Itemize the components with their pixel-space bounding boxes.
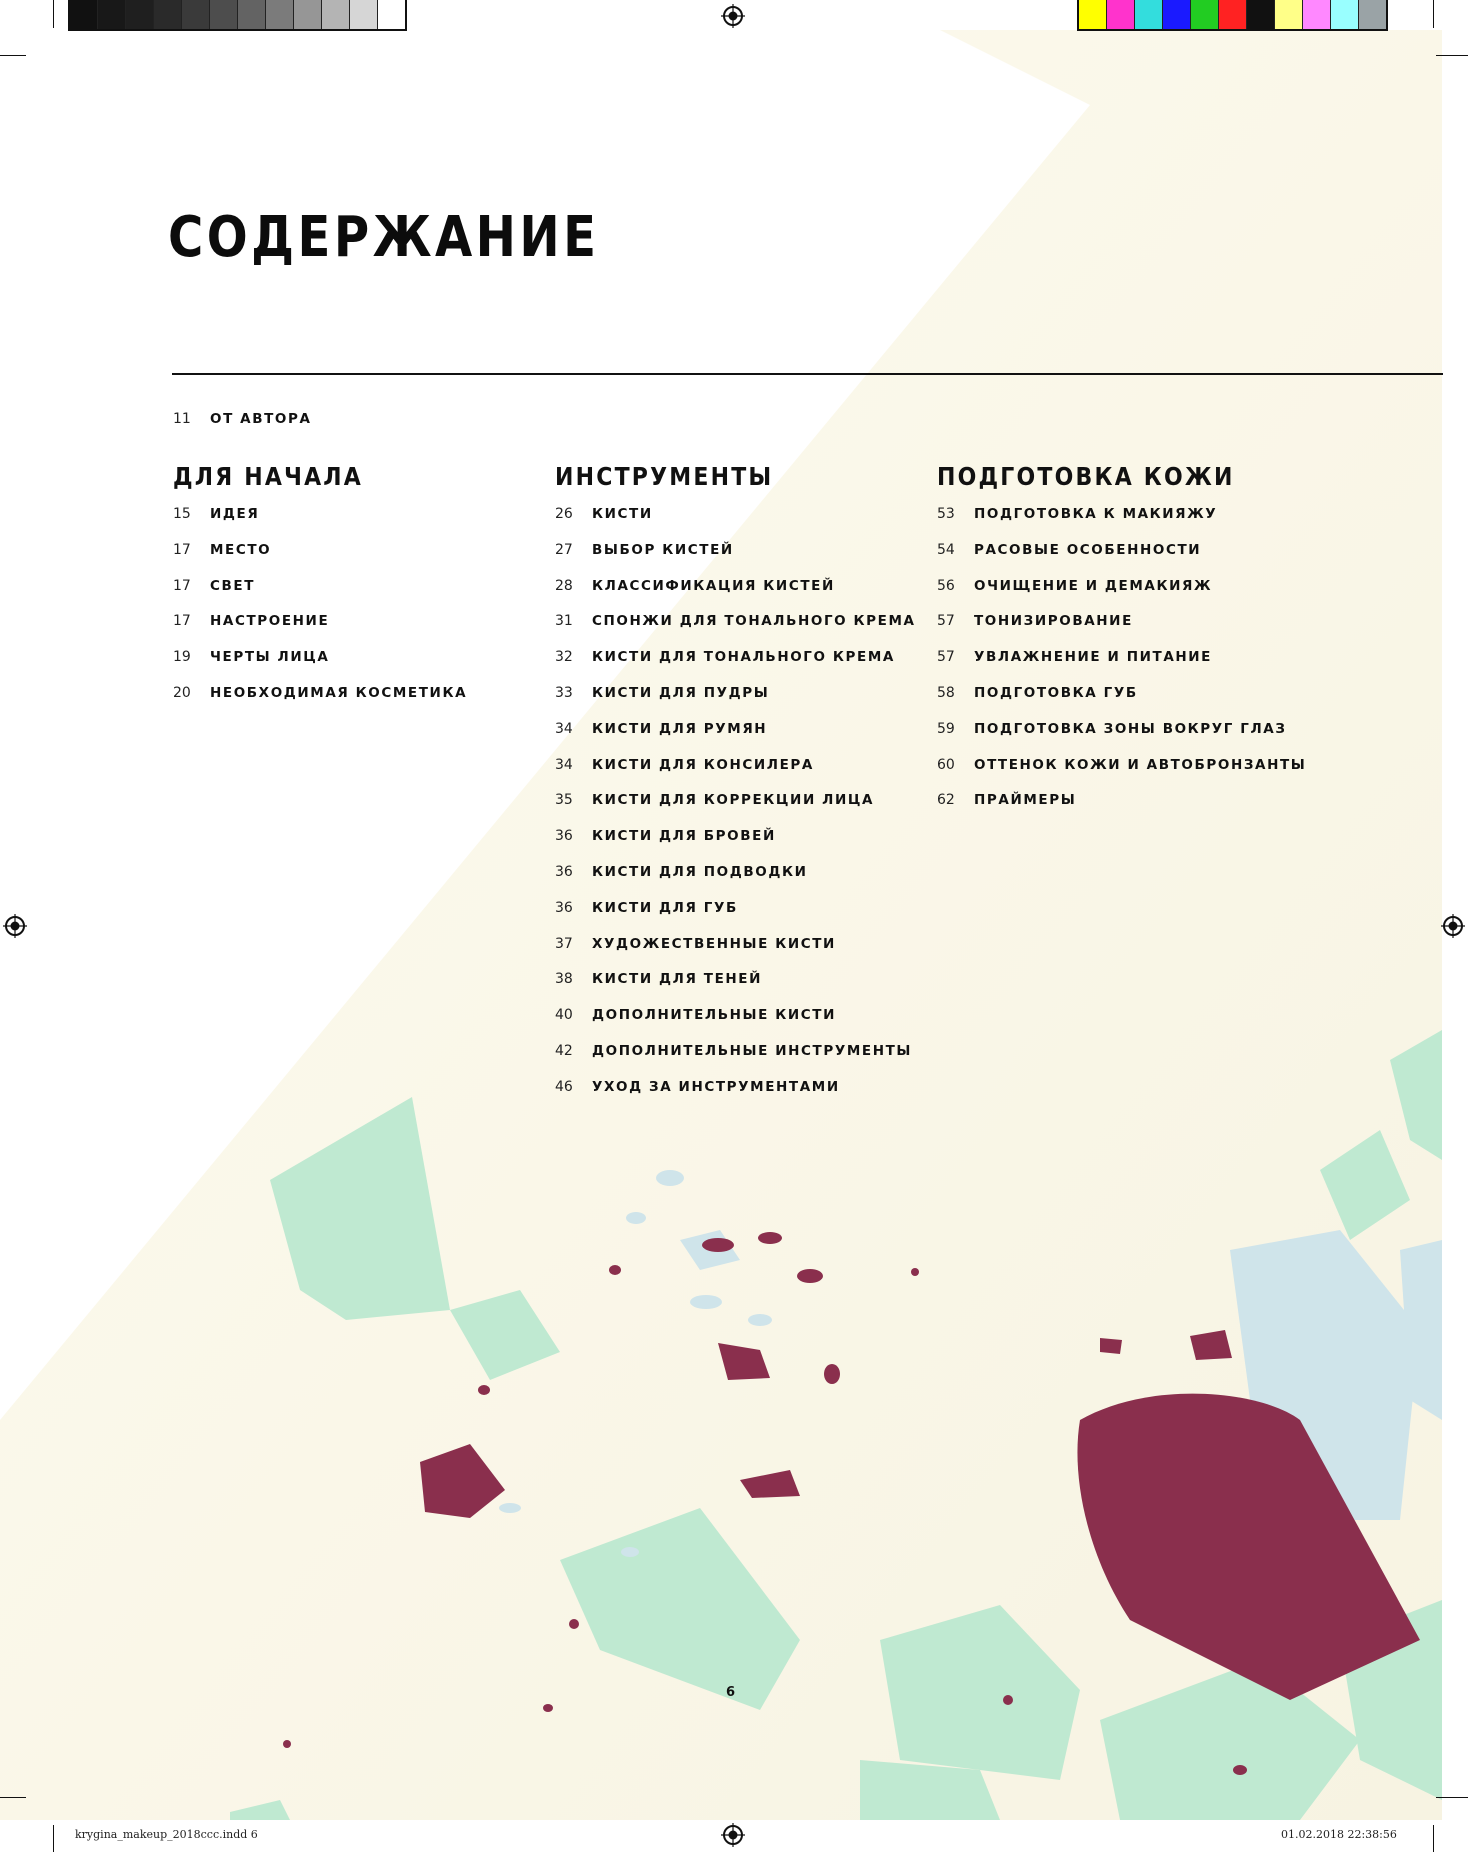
toc-page-number: 31 (555, 613, 573, 630)
gray-swatch (322, 0, 350, 29)
crop-mark (53, 0, 54, 28)
toc-entry-label: ОТ АВТОРА (210, 411, 312, 427)
registration-mark-icon (3, 914, 27, 938)
gray-swatch (70, 0, 98, 29)
toc-page-number: 26 (555, 506, 573, 522)
toc-entry[interactable] (555, 757, 916, 793)
toc-entry[interactable] (555, 900, 916, 936)
toc-entry[interactable] (555, 578, 916, 614)
toc-entry-label: ХУДОЖЕСТВЕННЫЕ КИСТИ (592, 935, 836, 952)
color-swatch (1191, 0, 1219, 29)
crop-mark (1436, 1797, 1468, 1798)
color-swatch (1135, 0, 1163, 29)
crop-mark (1436, 55, 1468, 56)
toc-entry-label: КИСТИ (592, 506, 653, 522)
color-swatch (1107, 0, 1135, 29)
toc-entry-label: КИСТИ ДЛЯ ГУБ (592, 899, 738, 916)
toc-entry[interactable] (173, 542, 467, 578)
toc-entry-label: ОЧИЩЕНИЕ И ДЕМАКИЯЖ (974, 577, 1213, 594)
toc-entry[interactable] (937, 685, 1306, 721)
gray-swatch (294, 0, 322, 29)
toc-page-number: 40 (555, 1007, 573, 1024)
registration-mark-icon (721, 4, 745, 28)
toc-entry-label: КИСТИ ДЛЯ ТЕНЕЙ (592, 971, 763, 988)
toc-page-number: 56 (937, 577, 955, 594)
toc-page-number: 19 (173, 649, 191, 666)
registration-mark-icon (721, 1823, 745, 1847)
toc-section-heading: ДЛЯ НАЧАЛА (173, 462, 364, 491)
toc-entry[interactable] (555, 1079, 916, 1115)
toc-page-number: 28 (555, 577, 573, 594)
toc-page-number: 58 (937, 684, 955, 701)
toc-page-number: 62 (937, 792, 955, 809)
toc-entry-label: УВЛАЖНЕНИЕ И ПИТАНИЕ (974, 649, 1212, 666)
toc-page-number: 17 (173, 577, 191, 594)
toc-entry-label: КИСТИ ДЛЯ ТОНАЛЬНОГО КРЕМА (592, 649, 895, 666)
toc-page-number: 36 (555, 828, 573, 845)
toc-entry[interactable] (937, 757, 1306, 793)
crop-mark (53, 1825, 54, 1852)
toc-page-number: 32 (555, 649, 573, 666)
color-swatch (1359, 0, 1386, 29)
color-swatch (1331, 0, 1359, 29)
toc-entry[interactable] (173, 506, 467, 542)
toc-entry[interactable] (555, 1007, 916, 1043)
color-swatch (1303, 0, 1331, 29)
toc-page-number: 38 (555, 971, 573, 988)
toc-entry-label: ПРАЙМЕРЫ (974, 792, 1077, 809)
registration-mark-icon (1441, 914, 1465, 938)
toc-page-number: 20 (173, 684, 191, 701)
toc-page-number: 34 (555, 756, 573, 773)
toc-entry-label: ТОНИЗИРОВАНИЕ (974, 613, 1133, 630)
process-color-bar (1077, 0, 1388, 31)
toc-page-number: 59 (937, 720, 955, 737)
gray-swatch (238, 0, 266, 29)
toc-page-number: 60 (937, 756, 955, 773)
toc-entry[interactable] (555, 506, 916, 542)
toc-entry[interactable] (555, 613, 916, 649)
toc-entry-label: ВЫБОР КИСТЕЙ (592, 541, 734, 558)
color-swatch (1247, 0, 1275, 29)
toc-page-number: 17 (173, 613, 191, 630)
toc-entry-label: ИДЕЯ (210, 506, 260, 522)
toc-entry-label: КИСТИ ДЛЯ ПУДРЫ (592, 684, 770, 701)
toc-entry[interactable] (555, 1043, 916, 1079)
toc-entry-label: КИСТИ ДЛЯ РУМЯН (592, 720, 768, 737)
toc-entry-label: УХОД ЗА ИНСТРУМЕНТАМИ (592, 1078, 840, 1095)
crop-mark (1433, 0, 1434, 28)
toc-page-number: 15 (173, 506, 191, 522)
gray-swatch (126, 0, 154, 29)
toc-page-number: 37 (555, 935, 573, 952)
toc-entry[interactable] (937, 578, 1306, 614)
toc-page-number: 33 (555, 684, 573, 701)
gray-swatch (154, 0, 182, 29)
toc-entry[interactable] (555, 649, 916, 685)
toc-page-number: 54 (937, 541, 955, 558)
gray-swatch (378, 0, 405, 29)
toc-entry[interactable] (173, 685, 467, 721)
toc-page-number: 36 (555, 899, 573, 916)
toc-entry-label: ПОДГОТОВКА К МАКИЯЖУ (974, 506, 1218, 522)
toc-entry-label: НАСТРОЕНИЕ (210, 613, 330, 630)
crop-mark (0, 55, 26, 56)
toc-entry[interactable] (555, 936, 916, 972)
toc-entry[interactable] (173, 649, 467, 685)
toc-entry-label: ПОДГОТОВКА ГУБ (974, 684, 1138, 701)
toc-entry-label: ДОПОЛНИТЕЛЬНЫЕ КИСТИ (592, 1007, 836, 1024)
toc-entry[interactable] (937, 613, 1306, 649)
gray-swatch (182, 0, 210, 29)
toc-entry[interactable] (555, 792, 916, 828)
toc-page-number: 11 (173, 411, 191, 427)
toc-entry[interactable] (555, 721, 916, 757)
toc-entry[interactable] (937, 542, 1306, 578)
page-number: 6 (726, 1685, 736, 1700)
toc-section-heading: ИНСТРУМЕНТЫ (555, 462, 774, 491)
toc-entry-label: ДОПОЛНИТЕЛЬНЫЕ ИНСТРУМЕНТЫ (592, 1042, 912, 1059)
toc-list (555, 506, 916, 1115)
toc-entry[interactable] (937, 506, 1306, 542)
toc-entry-label: КИСТИ ДЛЯ ПОДВОДКИ (592, 863, 808, 880)
page-title: СОДЕРЖАНИЕ (168, 205, 600, 270)
toc-entry-intro[interactable] (173, 411, 312, 427)
toc-page-number: 53 (937, 506, 955, 522)
color-swatch (1275, 0, 1303, 29)
toc-entry-label: ОТТЕНОК КОЖИ И АВТОБРОНЗАНТЫ (974, 756, 1307, 773)
crop-mark (0, 1797, 26, 1798)
title-rule (172, 373, 1443, 375)
toc-page-number: 36 (555, 863, 573, 880)
color-swatch (1219, 0, 1247, 29)
toc-page-number: 34 (555, 720, 573, 737)
toc-entry-label: СВЕТ (210, 577, 256, 594)
toc-section-heading: ПОДГОТОВКА КОЖИ (937, 462, 1235, 491)
toc-entry[interactable] (937, 649, 1306, 685)
toc-list (937, 506, 1306, 828)
toc-page-number: 17 (173, 541, 191, 558)
color-swatch (1079, 0, 1107, 29)
toc-page-number: 42 (555, 1042, 573, 1059)
slug-date-time: 01.02.2018 22:38:56 (1281, 1828, 1397, 1841)
gray-swatch (210, 0, 238, 29)
toc-entry-label: ПОДГОТОВКА ЗОНЫ ВОКРУГ ГЛАЗ (974, 720, 1287, 737)
toc-page-number: 35 (555, 792, 573, 809)
toc-entry-label: КИСТИ ДЛЯ КОНСИЛЕРА (592, 756, 814, 773)
toc-entry-label: МЕСТО (210, 541, 272, 558)
toc-entry[interactable] (555, 971, 916, 1007)
gray-swatch (98, 0, 126, 29)
toc-entry[interactable] (555, 828, 916, 864)
toc-entry[interactable] (173, 613, 467, 649)
slug-file-name: krygina_makeup_2018ccc.indd 6 (75, 1828, 258, 1841)
toc-page-number: 46 (555, 1078, 573, 1095)
toc-list (173, 506, 467, 721)
toc-entry-label: РАСОВЫЕ ОСОБЕННОСТИ (974, 541, 1202, 558)
toc-entry[interactable] (937, 792, 1306, 828)
toc-page-number: 57 (937, 649, 955, 666)
toc-entry[interactable] (937, 721, 1306, 757)
toc-entry-label: КИСТИ ДЛЯ БРОВЕЙ (592, 828, 776, 845)
toc-entry-label: КЛАССИФИКАЦИЯ КИСТЕЙ (592, 577, 835, 594)
gray-swatch (266, 0, 294, 29)
toc-entry[interactable] (173, 578, 467, 614)
color-swatch (1163, 0, 1191, 29)
grayscale-color-bar (68, 0, 407, 31)
gray-swatch (350, 0, 378, 29)
crop-mark (1433, 1825, 1434, 1852)
toc-entry-label: КИСТИ ДЛЯ КОРРЕКЦИИ ЛИЦА (592, 792, 875, 809)
toc-entry-label: ЧЕРТЫ ЛИЦА (210, 649, 330, 666)
toc-entry-label: НЕОБХОДИМАЯ КОСМЕТИКА (210, 684, 468, 701)
toc-entry[interactable] (555, 542, 916, 578)
toc-page-number: 57 (937, 613, 955, 630)
toc-entry[interactable] (555, 685, 916, 721)
toc-page-number: 27 (555, 541, 573, 558)
toc-entry-label: СПОНЖИ ДЛЯ ТОНАЛЬНОГО КРЕМА (592, 613, 916, 630)
toc-entry[interactable] (555, 864, 916, 900)
